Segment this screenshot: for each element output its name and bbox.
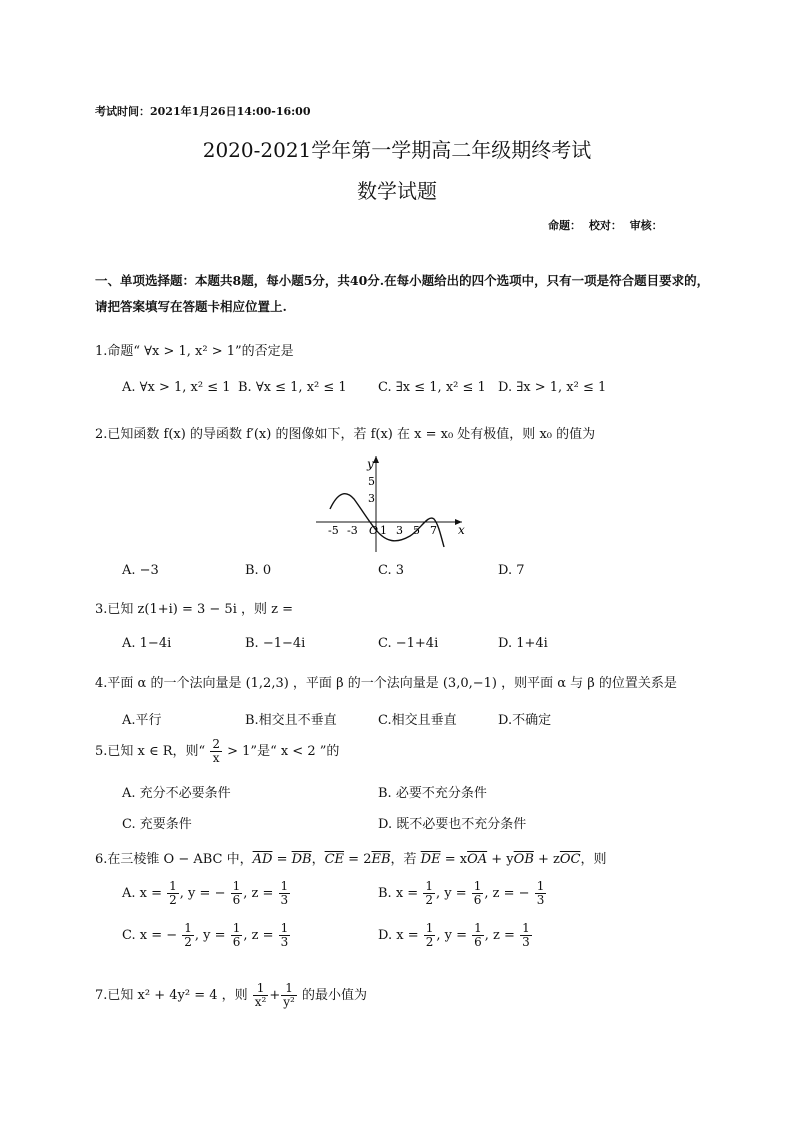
question-1-option-a: A. ∀x > 1, x² ≤ 1 bbox=[122, 380, 231, 395]
stem-end: ，则 bbox=[580, 852, 607, 867]
question-2-option-d: D. 7 bbox=[498, 563, 525, 578]
question-7-stem bbox=[95, 982, 367, 1009]
separator: , y = − bbox=[179, 886, 226, 901]
staff-line: 命题： 校对： 审核： bbox=[548, 219, 663, 232]
fraction bbox=[279, 880, 291, 907]
plus-z: + z bbox=[533, 852, 560, 867]
question-2-option-b: B. 0 bbox=[245, 563, 272, 578]
question-4-option-d: D.不确定 bbox=[498, 713, 552, 728]
fraction-numerator: 1 bbox=[184, 921, 192, 935]
exam-title: 2020-2021学年第一学期高二年级期终考试 bbox=[202, 138, 592, 162]
fraction bbox=[472, 880, 484, 907]
question-4-stem: 4.平面 α 的一个法向量是 (1,2,3) ，平面 β 的一个法向量是 (3,0,−1) ，则平面 α 与 β 的位置关系是 bbox=[95, 676, 677, 691]
question-6-option-c bbox=[122, 922, 291, 949]
vector-ce: $\overline{CE}$ bbox=[324, 852, 345, 867]
graph-x-tick-1: 1 bbox=[380, 524, 387, 537]
question-1-option-b: B. ∀x ≤ 1, x² ≤ 1 bbox=[238, 380, 347, 395]
question-5-stem bbox=[95, 738, 339, 765]
graph-y-tick-5: 5 bbox=[368, 475, 375, 488]
fraction bbox=[520, 922, 532, 949]
exam-time: 考试时间：2021年1月26日14:00-16:00 bbox=[95, 105, 311, 118]
fraction-numerator: 1 bbox=[425, 879, 433, 893]
fraction-denominator: 6 bbox=[232, 935, 241, 949]
vector-ob: $\overline{OB}$ bbox=[513, 852, 534, 867]
fraction bbox=[231, 880, 243, 907]
option-label: C. x = − bbox=[122, 928, 178, 943]
fraction bbox=[253, 982, 269, 1009]
fraction bbox=[472, 922, 484, 949]
question-5-option-a: A. 充分不必要条件 bbox=[122, 786, 231, 801]
fraction-denominator: 2 bbox=[425, 935, 434, 949]
question-4-option-a: A.平行 bbox=[122, 713, 162, 728]
fraction-denominator: 6 bbox=[232, 893, 241, 907]
vector-oa: $\overline{OA}$ bbox=[467, 852, 488, 867]
fraction-denominator: 3 bbox=[280, 893, 289, 907]
question-3-option-b: B. −1−4i bbox=[245, 636, 306, 651]
fraction-numerator: 1 bbox=[474, 921, 482, 935]
graph-x-tick-5: 5 bbox=[413, 524, 420, 537]
condition-text: ，若 bbox=[390, 852, 421, 867]
graph-x-label: x bbox=[458, 523, 465, 537]
fraction-numerator: 1 bbox=[281, 982, 297, 996]
option-label: D. x = bbox=[378, 928, 419, 943]
fraction bbox=[231, 922, 243, 949]
question-6-stem bbox=[95, 848, 607, 867]
question-7-stem-post: 的最小值为 bbox=[301, 988, 367, 1003]
fraction-denominator: 3 bbox=[536, 893, 545, 907]
separator: , y = bbox=[435, 886, 467, 901]
question-2-option-a: A. −3 bbox=[122, 563, 159, 578]
fraction-denominator: 3 bbox=[522, 935, 530, 949]
fraction-numerator: 1 bbox=[425, 921, 434, 935]
graph-x-tick-neg3: -3 bbox=[347, 524, 358, 537]
fraction-denominator: x bbox=[212, 751, 220, 765]
fraction-numerator: 1 bbox=[536, 879, 545, 893]
fraction bbox=[535, 880, 547, 907]
derivative-graph bbox=[310, 452, 470, 561]
question-3-option-a: A. 1−4i bbox=[122, 636, 172, 651]
question-1-option-c: C. ∃x ≤ 1, x² ≤ 1 bbox=[378, 380, 486, 395]
fraction-numerator: 1 bbox=[280, 879, 289, 893]
vector-db: $\overline{DB}$ bbox=[291, 852, 312, 867]
separator: , z = bbox=[243, 928, 274, 943]
question-5-stem-post: > 1”是“ x < 2 ”的 bbox=[227, 744, 340, 759]
fraction-denominator: y² bbox=[283, 995, 295, 1009]
graph-origin-label: O bbox=[369, 524, 379, 537]
equals-two: = 2 bbox=[344, 852, 372, 867]
fraction-denominator: 6 bbox=[473, 893, 482, 907]
graph-x-tick-neg5: -5 bbox=[328, 524, 339, 537]
fraction-denominator: 2 bbox=[184, 935, 192, 949]
question-6-stem-pre: 6.在三棱锥 O − ABC 中， bbox=[95, 852, 253, 867]
fraction-denominator: 6 bbox=[474, 935, 482, 949]
exam-subtitle: 数学试题 bbox=[357, 179, 437, 203]
fraction-numerator: 1 bbox=[232, 921, 241, 935]
question-5-option-d: D. 既不必要也不充分条件 bbox=[378, 817, 527, 832]
question-3-stem: 3.已知 z(1+i) = 3 − 5i ，则 z = bbox=[95, 602, 294, 617]
fraction bbox=[424, 922, 436, 949]
question-5-stem-pre: 5.已知 x ∈ R，则“ bbox=[95, 744, 206, 759]
equals: = bbox=[272, 852, 292, 867]
separator: , y = bbox=[194, 928, 226, 943]
question-6-option-d bbox=[378, 922, 533, 949]
question-1-option-d: D. ∃x > 1, x² ≤ 1 bbox=[498, 380, 607, 395]
question-4-option-c: C.相交且垂直 bbox=[378, 713, 457, 728]
question-5-fraction bbox=[210, 738, 222, 765]
fraction bbox=[279, 922, 291, 949]
equals-x: = x bbox=[440, 852, 468, 867]
vector-de: $\overline{DE}$ bbox=[420, 852, 441, 867]
separator: ， bbox=[311, 852, 325, 867]
fraction-numerator: 1 bbox=[473, 879, 482, 893]
separator: , y = bbox=[436, 928, 468, 943]
question-2-stem: 2.已知函数 f(x) 的导函数 f′(x) 的图像如下，若 f(x) 在 x = x₀ 处有极值，则 x₀ 的值为 bbox=[95, 427, 596, 442]
fraction-denominator: 2 bbox=[425, 893, 433, 907]
question-2-option-c: C. 3 bbox=[378, 563, 405, 578]
graph-x-tick-7: 7 bbox=[430, 524, 437, 537]
option-label: B. x = bbox=[378, 886, 419, 901]
fraction-numerator: 1 bbox=[280, 921, 289, 935]
fraction-denominator: 2 bbox=[169, 893, 177, 907]
question-3-option-d: D. 1+4i bbox=[498, 636, 548, 651]
fraction-numerator: 1 bbox=[522, 921, 530, 935]
separator: , z = bbox=[243, 886, 274, 901]
fraction-numerator: 2 bbox=[212, 737, 220, 751]
question-7-stem-pre: 7.已知 x² + 4y² = 4 ，则 bbox=[95, 988, 248, 1003]
separator: , z = − bbox=[484, 886, 530, 901]
fraction-numerator: 1 bbox=[253, 982, 269, 996]
fraction bbox=[281, 982, 297, 1009]
fraction bbox=[167, 880, 179, 907]
vector-ad: $\overline{AD}$ bbox=[252, 852, 273, 867]
question-6-option-a bbox=[122, 880, 291, 907]
vector-oc: $\overline{OC}$ bbox=[559, 852, 581, 867]
plus-y: + y bbox=[487, 852, 514, 867]
question-5-option-c: C. 充要条件 bbox=[122, 817, 192, 832]
separator: , z = bbox=[484, 928, 515, 943]
question-6-option-b bbox=[378, 880, 547, 907]
graph-y-tick-3: 3 bbox=[368, 492, 375, 505]
fraction-denominator: 3 bbox=[280, 935, 289, 949]
vector-eb: $\overline{EB}$ bbox=[371, 852, 391, 867]
fraction bbox=[423, 880, 435, 907]
option-label: A. x = bbox=[122, 886, 163, 901]
question-3-option-c: C. −1+4i bbox=[378, 636, 439, 651]
question-5-option-b: B. 必要不充分条件 bbox=[378, 786, 487, 801]
fraction-numerator: 1 bbox=[232, 879, 241, 893]
fraction-denominator: x² bbox=[254, 995, 267, 1009]
fraction-numerator: 1 bbox=[169, 879, 177, 893]
graph-y-label: y bbox=[367, 457, 374, 471]
fraction bbox=[182, 922, 194, 949]
question-4-option-b: B.相交且不垂直 bbox=[245, 713, 337, 728]
question-1-stem: 1.命题“ ∀x > 1, x² > 1”的否定是 bbox=[95, 344, 294, 359]
plus-sign: + bbox=[269, 988, 281, 1003]
section-instruction: 一、单项选择题：本题共8题，每小题5分，共40分.在每小题给出的四个选项中，只有一项是符合题目要求的，请把答案填写在答题卡相应位置上. bbox=[95, 273, 710, 314]
graph-x-tick-3: 3 bbox=[396, 524, 403, 537]
